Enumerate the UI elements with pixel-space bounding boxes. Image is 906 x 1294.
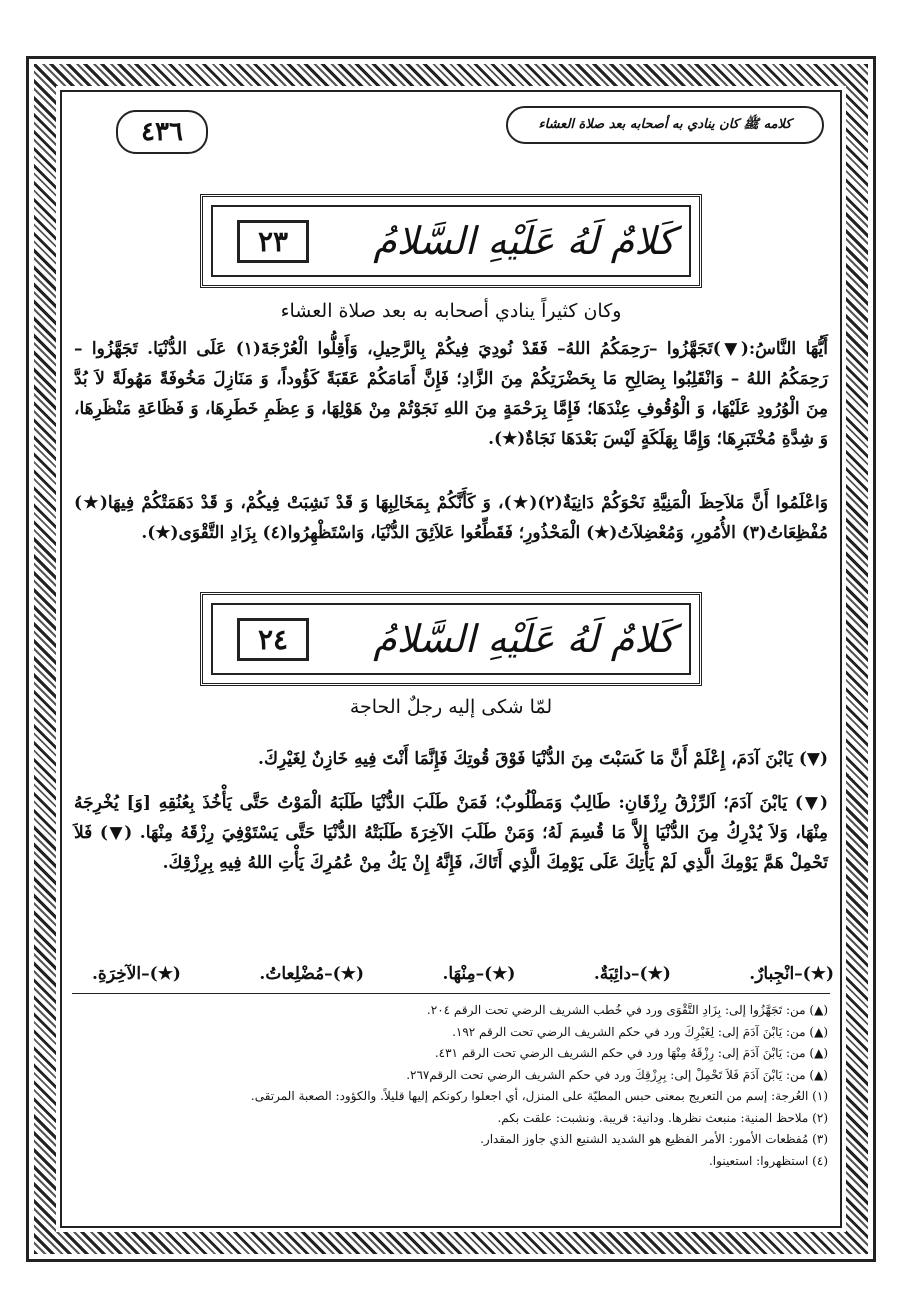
variant-readings [92, 964, 834, 984]
section-title-frame-24 [200, 592, 702, 686]
footnote: (٤) استظهروا: استعينوا. [708, 1153, 828, 1168]
page-content [68, 98, 834, 1220]
section-title: كَلامٌ لَهُ عَلَيْهِ السَّلامُ [373, 617, 675, 661]
variant-item: (★)–دائِبَةٌ. [593, 964, 671, 984]
variant-item: (★)–مِنْهَا. [442, 964, 516, 984]
section-subtitle: لمّا شكى إليه رجلٌ الحاجة [349, 696, 553, 718]
footnote: (▲) من: تَجَهَّزُوا إلى: بِزَادِ التَّقْوَى ورد في خُطب الشريف الرضي تحت الرقم ٢٠٤. [426, 1003, 828, 1017]
footnote: (▲) من: يَابْنَ آدَمَ إلى: لِغَيْرِكَ ورد في حكم الشريف الرضي تحت الرقم ١٩٢. [452, 1024, 828, 1039]
section-title: كَلامٌ لَهُ عَلَيْهِ السَّلامُ [373, 219, 675, 263]
section-subtitle: وكان كثيراً ينادي أصحابه به بعد صلاة العشاء [280, 300, 622, 322]
footnote: (▲) من: يَابْنَ آدَمَ فَلاَ تَحْمِلْ إلى: بِرِزْقِكَ ورد في حكم الشريف الرضي تحت الرقم٢٦٧. [406, 1067, 828, 1082]
section-title-inner [211, 603, 691, 675]
footnote: (▲) من: يَابْنَ آدَمَ إلى: رِزْقَهُ مِنْهَا ورد في حكم الشريف الرضي تحت الرقم ٤٣١. [434, 1046, 828, 1060]
footnote-divider [72, 993, 830, 994]
section-number: ٢٣ [237, 220, 309, 263]
footnote: (٢) ملاحظ المنية: منبعث نظرها. ودانية: قريبة. ونشبت: علقت بكم. [497, 1110, 828, 1125]
variant-item: (★)–انْجِبارٌ. [749, 964, 834, 984]
paragraph: (▼) يَابْنَ آدَمَ، إِعْلَمْ أَنَّ مَا كَسَبْتَ مِنَ الدُّنْيَا فَوْقَ قُوتِكَ فَإِنَّمَا أَنْتَ فِيهِ خَازِنٌ لِغَيْرِكَ. [258, 749, 828, 769]
variant-item: (★)–مُضْلِعاتُ. [259, 964, 365, 984]
section-title-inner [211, 205, 691, 277]
section-title-frame-23 [200, 194, 702, 288]
variant-item: (★)–الآخِرَةِ. [92, 964, 181, 984]
page-number: ٤٣٦ [116, 110, 208, 154]
footnotes [74, 1000, 828, 1172]
footnote: (٣) مُفظعات الأمور: الأمر الفظيع هو الشديد الشنيع الذي جاوز المقدار. [480, 1132, 828, 1146]
footnote: (١) العُرجة: إسم من التعريج بمعنى حبس المطيّة على المنزل، أي اجعلوا ركونكم إليها قليلاً. والكؤود: الصعبة المرتقى. [250, 1089, 828, 1103]
paragraph: أَيُّهَا النَّاسُ:(▼)تَجَهَّزُوا –رَحِمَكُمُ اللهُ– فَقَدْ نُودِيَ فِيكُمْ بِالرَّحِيلِ، وَأَقِلُّوا الْعُرْجَةَ(١) عَلَى الدُّنْيَا. تَجَهَّزُوا – رَحِمَكُمُ اللهُ – وَانْقَلِبُوا بِصَالِحِ مَا بِحَضْرَتِكُمْ مِنَ الزَّادِ؛ فَإِنَّ أَمَامَكُمْ عَقَبَةً كَؤُوداً، وَ مَنَازِلَ مَخُوفَةً مَهُولَةً لاَ بُدَّ مِنَ الْوُرُودِ عَلَيْهَا، وَ الْوُقُوفِ عِنْدَهَا؛ فَإِمَّا بِرَحْمَةٍ مِنَ اللهِ نَجَوْتُمْ مِنْ هَوْلِهَا، وَ عِظَمِ خَطَرِهَا، وَ فَظَاعَةِ مَنْظَرِهَا، وَ شِدَّةِ مُخْتَبَرِهَا؛ وَإِمَّا بِهَلَكَةٍ لَيْسَ بَعْدَهَا نَجَاةٌ(★). [74, 339, 828, 449]
running-title: كلامه ﷺ كان ينادي به أصحابه بعد صلاة العشاء [506, 106, 824, 144]
section-number: ٢٤ [237, 618, 309, 661]
paragraph: وَاعْلَمُوا أَنَّ مَلاَحِظَ الْمَنِيَّةِ نَحْوَكُمْ دَانِيَةٌ(٢)(★)، وَ كَأَنَّكُمْ بِمَخَالِبِهَا وَ قَدْ نَشِبَتْ فِيكُمْ، وَ قَدْ دَهَمَتْكُمْ فِيهَا(★) مُفْظِعَاتُ(٣) الأُمُورِ، وَمُعْضِلاَتُ(★) الْمَحْذُورِ؛ فَقَطِّعُوا عَلاَئِقَ الدُّنْيَا، وَاسْتَظْهِرُوا(٤) بِزَادِ التَّقْوَى(★). [74, 493, 828, 543]
paragraph: (▼) يَابْنَ آدَمَ؛ اَلرِّزْقُ رِزْقَانِ: طَالِبٌ وَمَطْلُوبٌ؛ فَمَنْ طَلَبَ الدُّنْيَا طَلَبَهُ الْمَوْتُ حَتَّى يَأْخُذَ بِعُنُقِهِ [وَ] يُخْرِجَهُ مِنْهَا، وَلاَ يُدْرِكُ مِنَ الدُّنْيَا إِلاَّ مَا قُسِمَ لَهُ؛ وَمَنْ طَلَبَ الآخِرَةَ طَلَبَتْهُ الدُّنْيَا حَتَّى يَسْتَوْفِيَ رِزْقَهُ مِنْهَا. (▼) فَلاَ تَحْمِلْ هَمَّ يَوْمِكَ الَّذِي لَمْ يَأْتِكَ عَلَى يَوْمِكَ الَّذِي أَتَاكَ، فَإِنَّهُ إِنْ يَكُ مِنْ عُمُرِكَ يَأْتِ اللهُ فِيهِ بِرِزْقِكَ. [74, 793, 828, 873]
